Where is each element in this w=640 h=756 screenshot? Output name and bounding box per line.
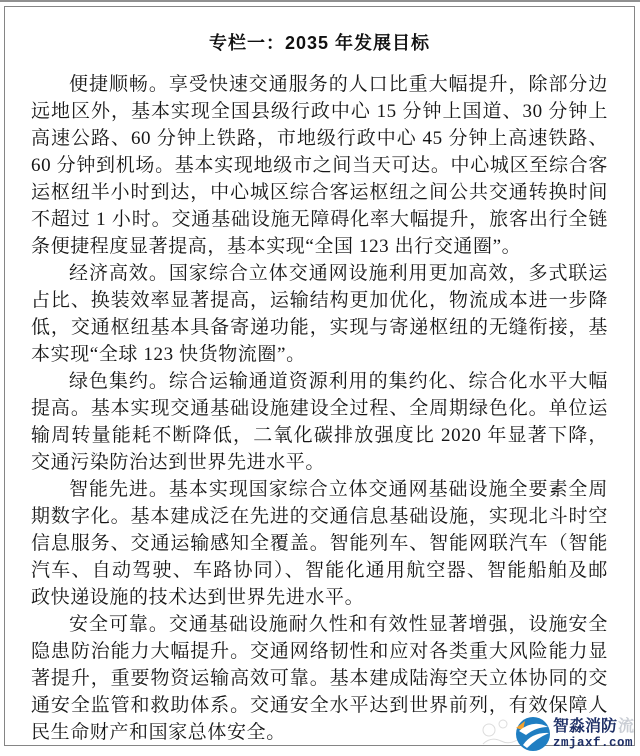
paragraph-smart-advanced: 智能先进。基本实现国家综合立体交通网基础设施全要素全周期数字化。基本建成泛在先进的交通信息基础设施，实现北斗时空信息服务、交通运输感知全覆盖。智能列车、智能网联汽车（智能汽车、自动驾驶、车路协同）、智能化通用航空器、智能船舶及邮政快递设施的技术达到世界先进水平。 (31, 479, 608, 608)
watermark-text (553, 719, 634, 750)
watermark (479, 714, 634, 754)
brand-domain: zmjaxf.com (552, 735, 633, 750)
ghost-outline-decoration (479, 714, 521, 754)
goals-panel (4, 6, 635, 746)
panel-title: 专栏一：2035 年发展目标 (208, 33, 431, 53)
brand-suffix: 流 (617, 717, 634, 735)
paragraph-economic-efficient: 经济高效。国家综合立体交通网设施利用更加高效，多式联运占比、换装效率显著提高，运输结构更加优化，物流成本进一步降低，交通枢纽基本具备寄递功能，实现与寄递枢纽的无缝衔接，基本实现“全球 123 快货物流圈”。 (31, 263, 608, 365)
paragraph-green-intensive: 绿色集约。综合运输通道资源利用的集约化、综合化水平大幅提高。基本实现交通基础设施建设全过程、全周期绿色化。单位运输周转量能耗不断降低，二氧化碳排放强度比 2020 年显著下降，交通污染防治达到世界先进水平。 (31, 371, 608, 473)
paragraph-safe-reliable: 安全可靠。交通基础设施耐久性和有效性显著增强，设施安全隐患防治能力大幅提升。交通网络韧性和应对各类重大风险能力显著提升，重要物资运输高效可靠。基本建成陆海空天立体协同的交通安全监管和救助体系。交通安全水平达到世界前列，有效保障人民生命财产和国家总体安全。 (31, 614, 608, 743)
top-divider (0, 0, 640, 2)
brand-name (553, 719, 634, 735)
paragraph-convenient-smooth: 便捷顺畅。享受快速交通服务的人口比重大幅提升，除部分边远地区外，基本实现全国县级行政中心 15 分钟上国道、30 分钟上高速公路、60 分钟上铁路，市地级行政中心 45 分钟上高速铁路、60 分钟到机场。基本实现地级市之间当天可达。中心城区至综合客运枢纽半小时到达，中心城区综合客运枢纽之间公共交通转换时间不超过 1 小时。交通基础设施无障碍化率大幅提升，旅客出行全链条便捷程度显著提高，基本实现“全国 123 出行交通圈”。 (31, 74, 608, 257)
brand-main: 智淼消防 (552, 717, 617, 735)
